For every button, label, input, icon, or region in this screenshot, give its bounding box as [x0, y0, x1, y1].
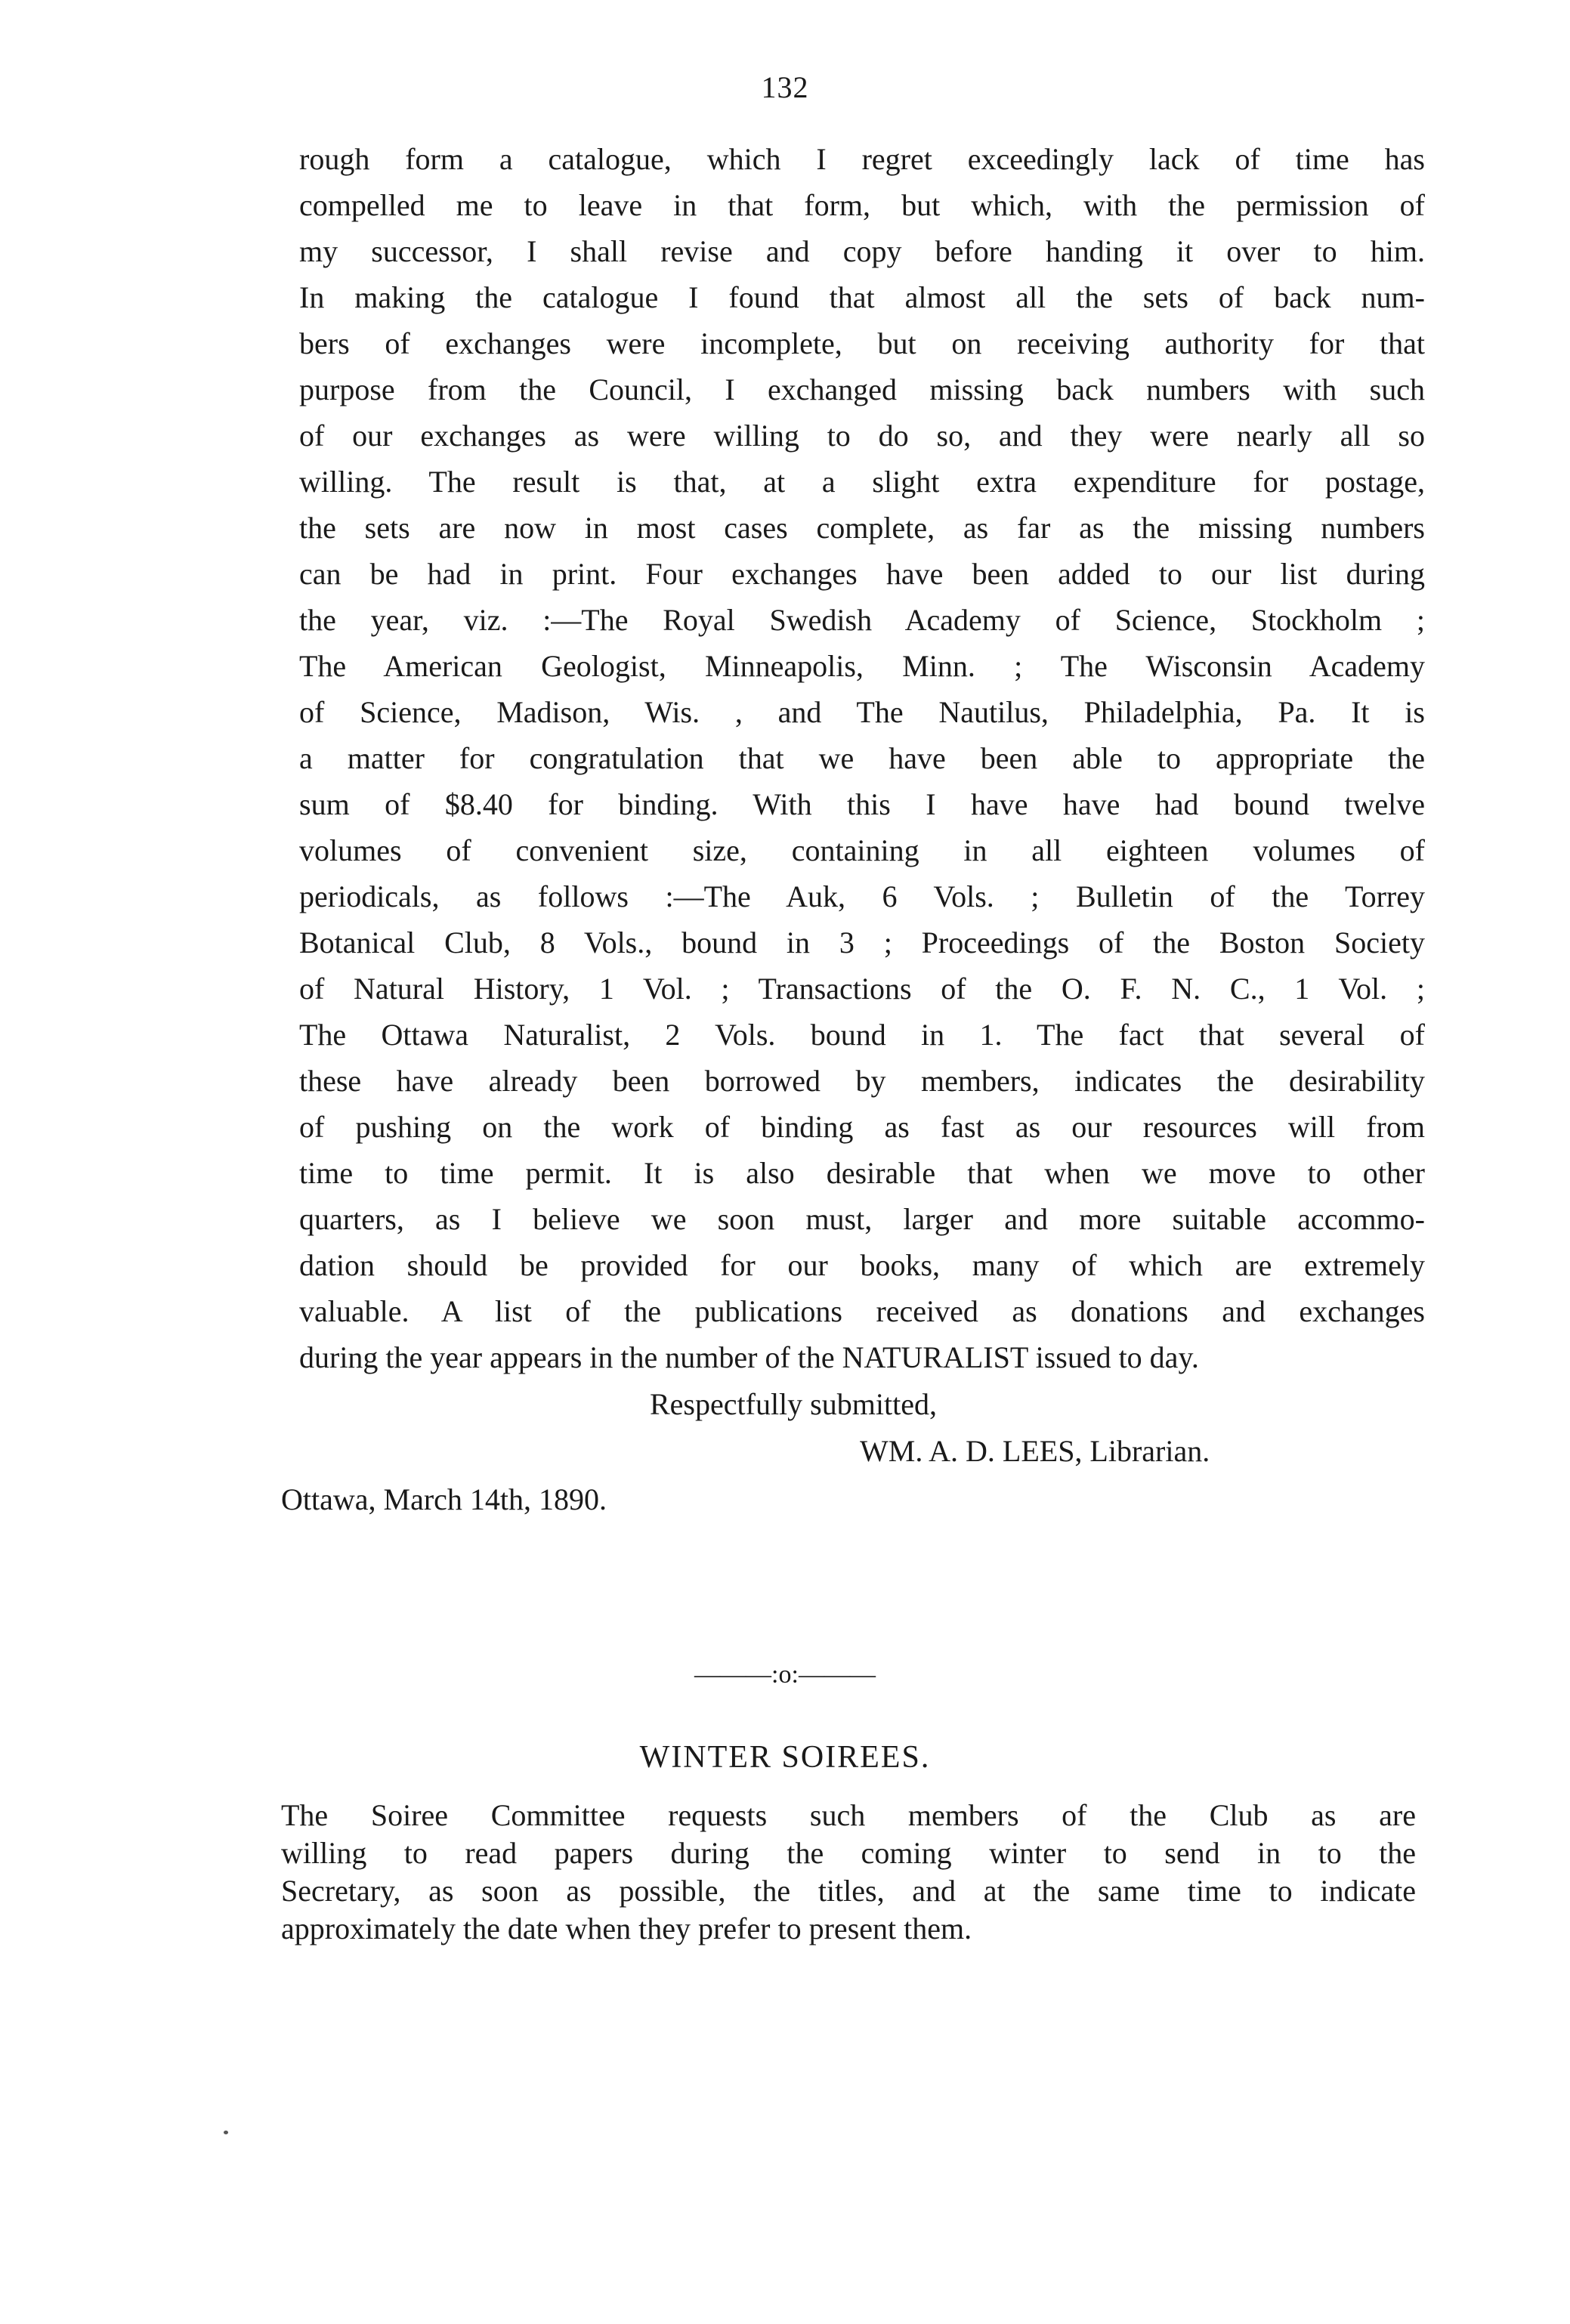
text-line: Botanical Club, 8 Vols., bound in 3 ; Proceedings of the Boston Society — [299, 926, 1425, 960]
place-and-date: Ottawa, March 14th, 1890. — [281, 1482, 607, 1516]
text-line: willing to read papers during the coming winter to send in to the — [281, 1836, 1416, 1870]
text-line: the year, viz. :—The Royal Swedish Academy of Science, Stockholm ; — [299, 603, 1425, 637]
text-line: of Natural History, 1 Vol. ; Transactions of the O. F. N. C., 1 Vol. ; — [299, 972, 1425, 1006]
text-line: quarters, as I believe we soon must, larger and more suitable accommo- — [299, 1202, 1425, 1236]
text-line: The Soiree Committee requests such members of the Club as are — [281, 1798, 1416, 1832]
text-line: rough form a catalogue, which I regret exceedingly lack of time has — [299, 142, 1425, 176]
text-line: of Science, Madison, Wis. , and The Nautilus, Philadelphia, Pa. It is — [299, 695, 1425, 729]
text-line: time to time permit. It is also desirable that when we move to other — [299, 1156, 1425, 1190]
text-line: of our exchanges as were willing to do so, and they were nearly all so — [299, 419, 1425, 453]
text-line: sum of $8.40 for binding. With this I have have had bound twelve — [299, 787, 1425, 821]
section-title: WINTER SOIREES. — [639, 1740, 931, 1775]
winter-soirees-notice — [281, 1797, 1416, 1948]
text-line: compelled me to leave in that form, but which, with the permission of — [299, 188, 1425, 222]
closing-salutation: Respectfully submitted, — [650, 1387, 937, 1421]
page-number: 132 — [761, 70, 809, 104]
text-line: of pushing on the work of binding as fast as our resources will from — [299, 1110, 1425, 1144]
text-line: willing. The result is that, at a slight extra expenditure for postage, — [299, 465, 1425, 499]
text-line: The American Geologist, Minneapolis, Minn. ; The Wisconsin Academy — [299, 649, 1425, 683]
text-line: periodicals, as follows :—The Auk, 6 Vols. ; Bulletin of the Torrey — [299, 879, 1425, 913]
text-line: valuable. A list of the publications received as donations and exchanges — [299, 1294, 1425, 1328]
text-line: In making the catalogue I found that almost all the sets of back num- — [299, 280, 1425, 314]
text-line: during the year appears in the number of the NATURALIST issued to day. — [299, 1340, 1199, 1374]
text-line: volumes of convenient size, containing in all eighteen volumes of — [299, 833, 1425, 867]
text-line: my successor, I shall revise and copy before handing it over to him. — [299, 234, 1425, 268]
text-line: purpose from the Council, I exchanged missing back numbers with such — [299, 372, 1425, 406]
text-line: The Ottawa Naturalist, 2 Vols. bound in 1. The fact that several of — [299, 1018, 1425, 1052]
text-line: approximately the date when they prefer to present them. — [281, 1911, 972, 1945]
ink-speck — [224, 2131, 228, 2134]
text-line: bers of exchanges were incomplete, but on receiving authority for that — [299, 326, 1425, 360]
text-line: a matter for congratulation that we have been able to appropriate the — [299, 741, 1425, 775]
text-line: these have already been borrowed by members, indicates the desirability — [299, 1064, 1425, 1098]
text-line: can be had in print. Four exchanges have been added to our list during — [299, 557, 1425, 591]
section-divider: ———:o:——— — [694, 1661, 876, 1689]
signature: WM. A. D. LEES, Librarian. — [860, 1434, 1210, 1468]
text-line: dation should be provided for our books, many of which are extremely — [299, 1248, 1425, 1282]
text-line: the sets are now in most cases complete, as far as the missing numbers — [299, 511, 1425, 545]
librarian-report-body — [299, 136, 1425, 1380]
text-line: Secretary, as soon as possible, the titles, and at the same time to indicate — [281, 1874, 1416, 1908]
